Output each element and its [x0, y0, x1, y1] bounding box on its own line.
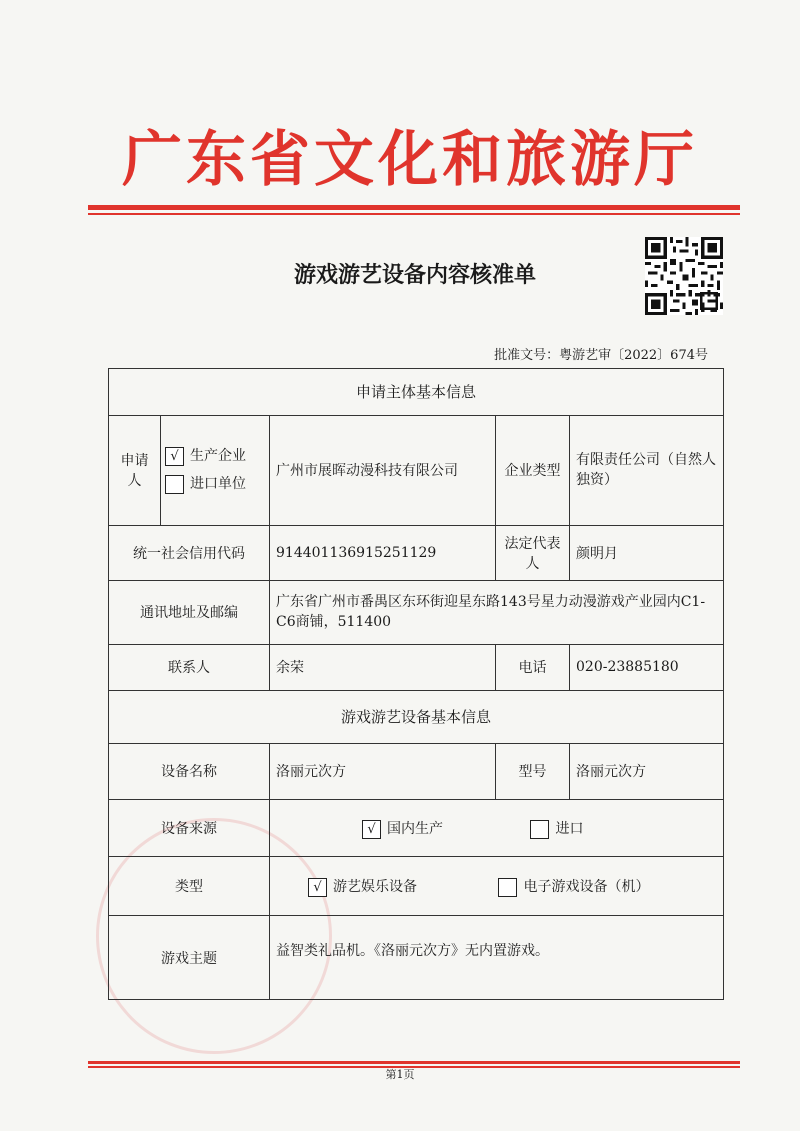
option-amusement[interactable] — [308, 876, 494, 897]
contact-row — [109, 644, 724, 690]
document-title: 游戏游艺设备内容核准单 — [293, 262, 536, 288]
domestic-checkbox[interactable]: √ — [362, 820, 381, 839]
company-name: 广州市展晖动漫科技有限公司 — [270, 415, 496, 525]
option-import[interactable] — [530, 818, 583, 839]
approval-form-table — [108, 368, 724, 1000]
equipment-source-options — [270, 800, 724, 857]
equipment-section-title: 游戏游艺设备基本信息 — [109, 690, 724, 743]
equipment-section-header-row — [109, 690, 724, 743]
electronic-game-checkbox[interactable] — [498, 878, 517, 897]
contact-label: 联系人 — [109, 644, 270, 690]
credit-code-label: 统一社会信用代码 — [109, 525, 270, 580]
credit-code-value: 914401136915251129 — [270, 525, 496, 580]
phone-label: 电话 — [496, 644, 570, 690]
model-label: 型号 — [496, 743, 570, 800]
equipment-type-label: 类型 — [109, 857, 270, 916]
option-electronic-game[interactable] — [498, 876, 649, 897]
option-manufacturer[interactable] — [165, 442, 263, 470]
phone-value: 020-23885180 — [570, 644, 724, 690]
applicant-row — [109, 415, 724, 525]
import-checkbox[interactable] — [530, 820, 549, 839]
manufacturer-checkbox[interactable]: √ — [165, 447, 184, 466]
equipment-source-label: 设备来源 — [109, 800, 270, 857]
game-theme-row — [109, 916, 724, 1000]
import-label: 进口 — [555, 821, 584, 838]
equipment-type-options — [270, 857, 724, 916]
header-red-rule-thin — [88, 213, 740, 215]
enterprise-type-label: 企业类型 — [496, 415, 570, 525]
footer-red-rule-thick — [88, 1061, 740, 1064]
equipment-name-value: 洛丽元次方 — [270, 743, 496, 800]
game-theme-value: 益智类礼品机。《洛丽元次方》无内置游戏。 — [270, 916, 724, 1000]
address-label: 通讯地址及邮编 — [109, 580, 270, 644]
applicant-section-header-row — [109, 369, 724, 416]
model-value: 洛丽元次方 — [570, 743, 724, 800]
importer-label: 进口单位 — [190, 476, 246, 493]
legal-rep-label: 法定代表人 — [496, 525, 570, 580]
address-row — [109, 580, 724, 644]
contact-value: 余荣 — [270, 644, 496, 690]
equipment-name-row — [109, 743, 724, 800]
applicant-section-title: 申请主体基本信息 — [109, 369, 724, 416]
electronic-game-label: 电子游戏设备（机） — [523, 879, 650, 896]
amusement-label: 游艺娱乐设备 — [333, 879, 417, 896]
enterprise-type-value: 有限责任公司（自然人独资） — [570, 415, 724, 525]
importer-checkbox[interactable] — [165, 475, 184, 494]
equipment-source-row — [109, 800, 724, 857]
equipment-name-label: 设备名称 — [109, 743, 270, 800]
applicant-label: 申请人 — [109, 415, 161, 525]
equipment-type-row — [109, 857, 724, 916]
agency-header-title: 广东省文化和旅游厅 — [122, 125, 698, 195]
approval-number: 批准文号：粤游艺审〔2022〕674号 — [494, 348, 708, 363]
applicant-type-options — [161, 415, 270, 525]
game-theme-label: 游戏主题 — [109, 916, 270, 1000]
address-value: 广东省广州市番禺区东环街迎星东路143号星力动漫游戏产业园内C1-C6商铺，511400 — [270, 580, 724, 644]
amusement-checkbox[interactable]: √ — [308, 878, 327, 897]
manufacturer-label: 生产企业 — [190, 448, 246, 465]
header-red-rule-thick — [88, 205, 740, 210]
option-domestic[interactable] — [362, 818, 526, 839]
qr-code-icon — [645, 237, 723, 315]
page-number: 第1页 — [385, 1068, 415, 1081]
option-importer[interactable] — [165, 470, 263, 498]
legal-rep-value: 颜明月 — [570, 525, 724, 580]
credit-code-row — [109, 525, 724, 580]
domestic-label: 国内生产 — [387, 821, 443, 838]
